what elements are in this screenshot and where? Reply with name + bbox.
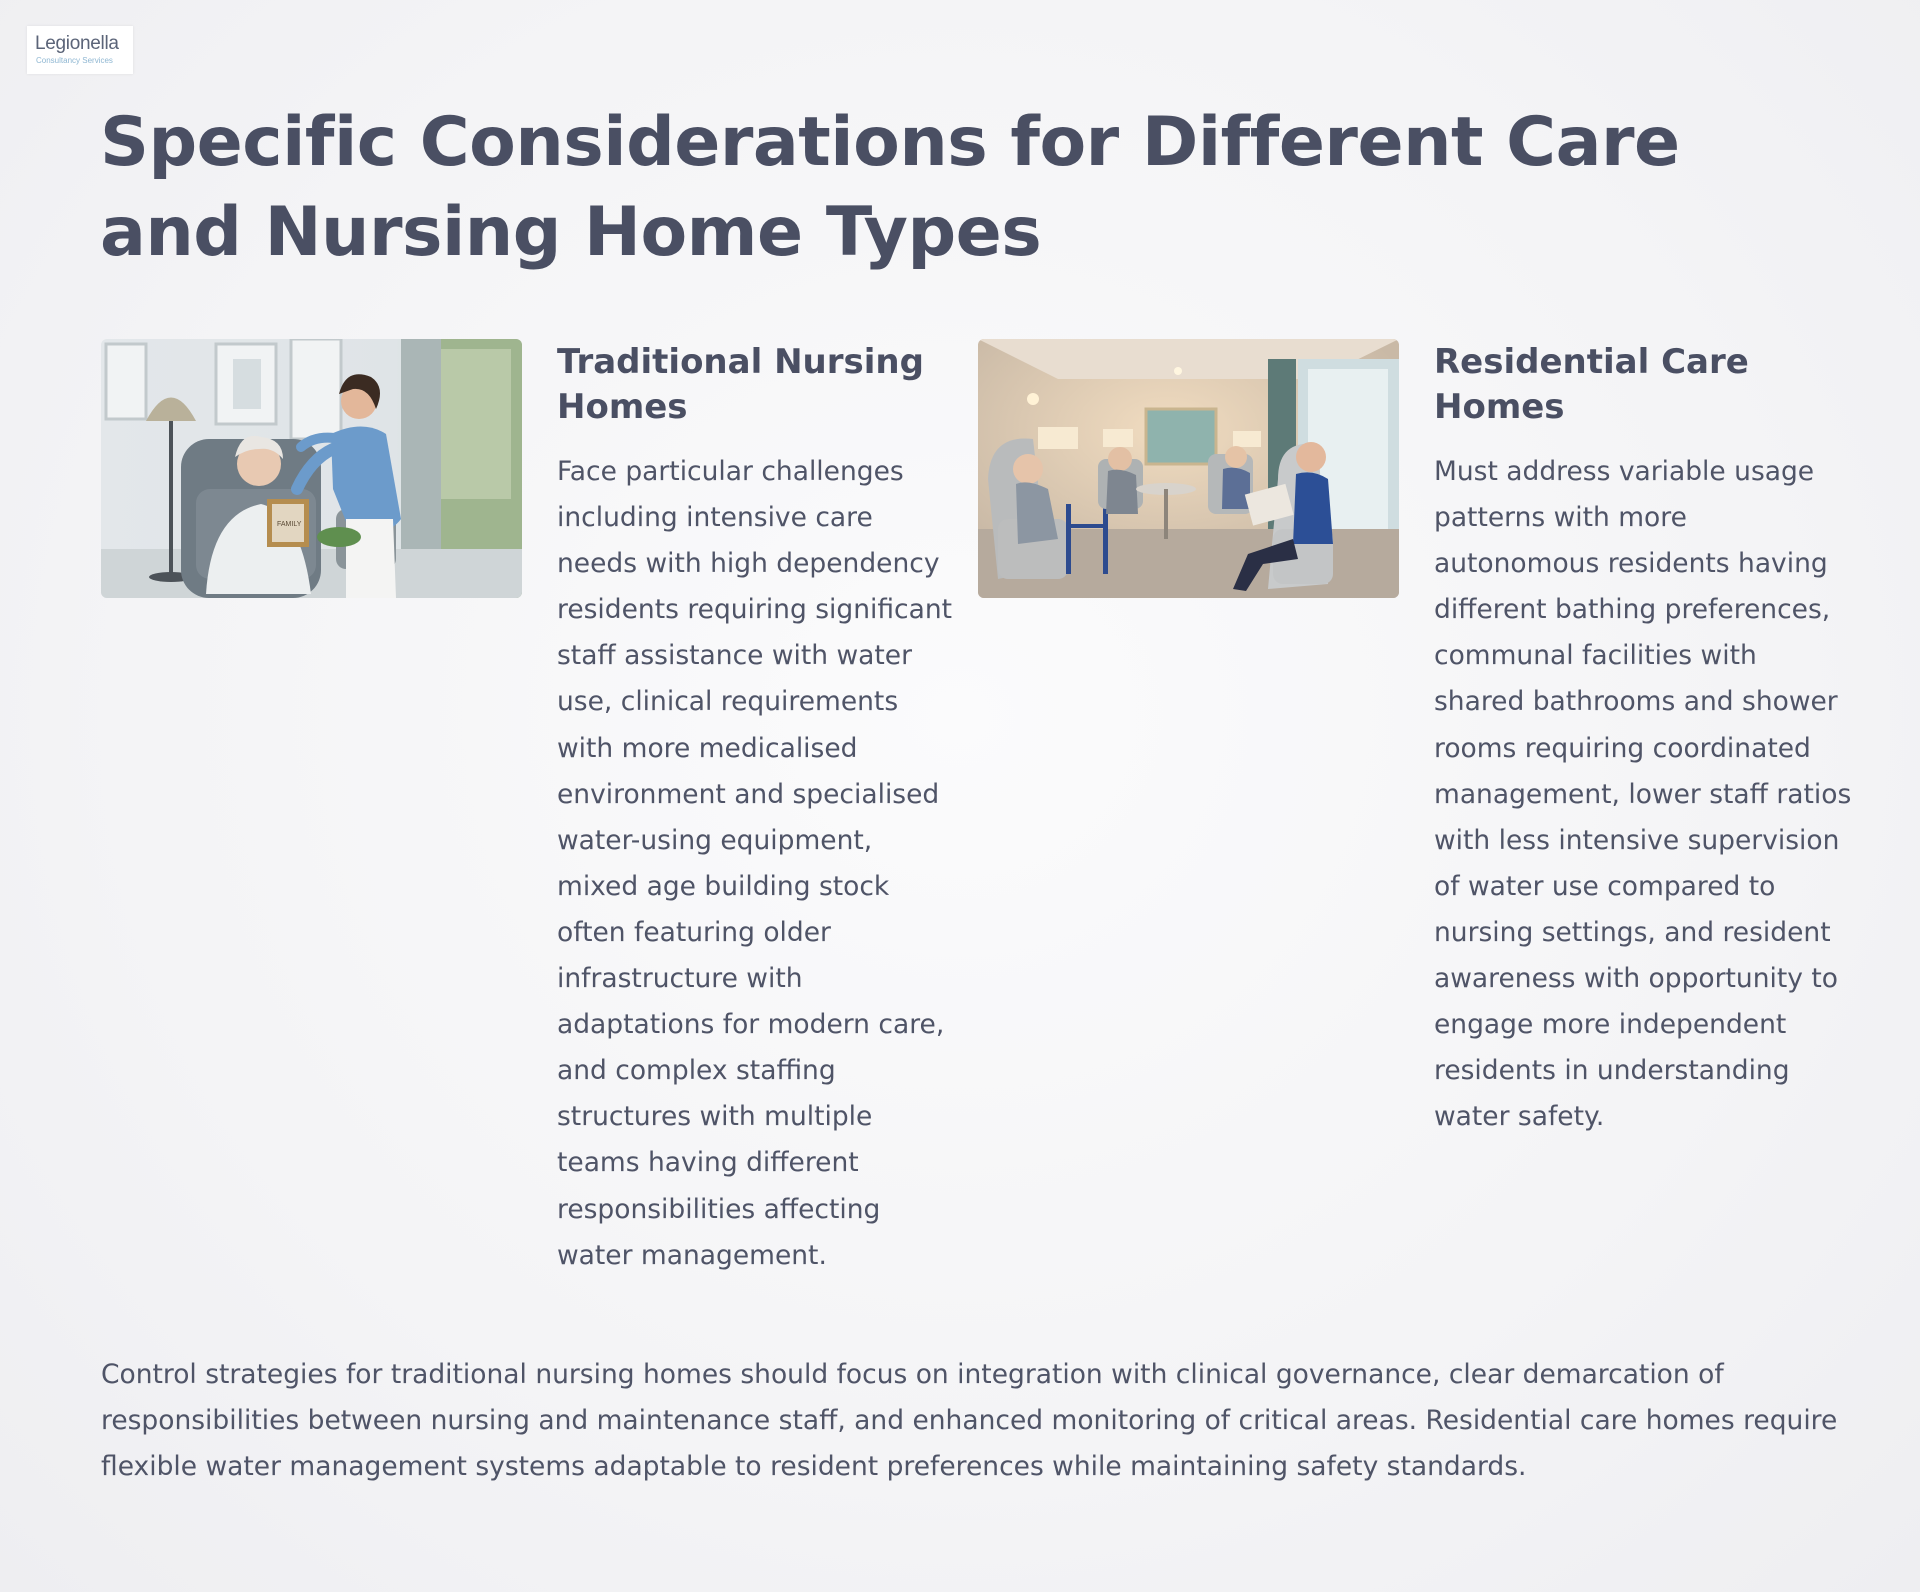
traditional-nursing-homes-section	[557, 340, 957, 1279]
residential-care-photo	[978, 339, 1399, 598]
page-title: Specific Considerations for Different Care and Nursing Home Types	[100, 103, 1680, 272]
summary-paragraph: Control strategies for traditional nursing homes should focus on integration with clinical governance, clear demarcation of responsibilities between nursing and maintenance staff, and enhanced monitoring of critical areas. Residential care homes require flexible water management systems adaptable to resident preferences while maintaining safety standards.	[101, 1359, 1838, 1483]
section-heading: Residential Care Homes	[1434, 342, 1749, 427]
section-body: Must address variable usage patterns with more autonomous residents having different bathing preferences, communal facilities with shared bathrooms and shower rooms requiring coordinated management, lower staff ratios with less intensive supervision of water use compared to nursing settings, and resident awareness with opportunity to engage more independent residents in understanding water safety.	[1434, 456, 1852, 1133]
residents-lounge-illustration	[978, 339, 1399, 598]
residential-care-homes-section	[1434, 340, 1854, 1140]
logo-wordmark: Legionella	[35, 33, 119, 54]
photo-frame-label: FAMILY	[277, 521, 302, 528]
nurse-with-resident-illustration	[101, 339, 522, 598]
logo-tagline: Consultancy Services	[36, 56, 113, 65]
section-heading: Traditional Nursing Homes	[557, 342, 924, 427]
nursing-home-photo	[101, 339, 522, 598]
logo[interactable]	[27, 26, 133, 74]
section-body: Face particular challenges including intensive care needs with high dependency residents requiring significant staff assistance with water use, clinical requirements with more medicalised environment and specialised water-using equipment, mixed age building stock often featuring older infrastructure with adaptations for modern care, and complex staffing structures with multiple teams having different responsibilities affecting water management.	[557, 456, 953, 1271]
